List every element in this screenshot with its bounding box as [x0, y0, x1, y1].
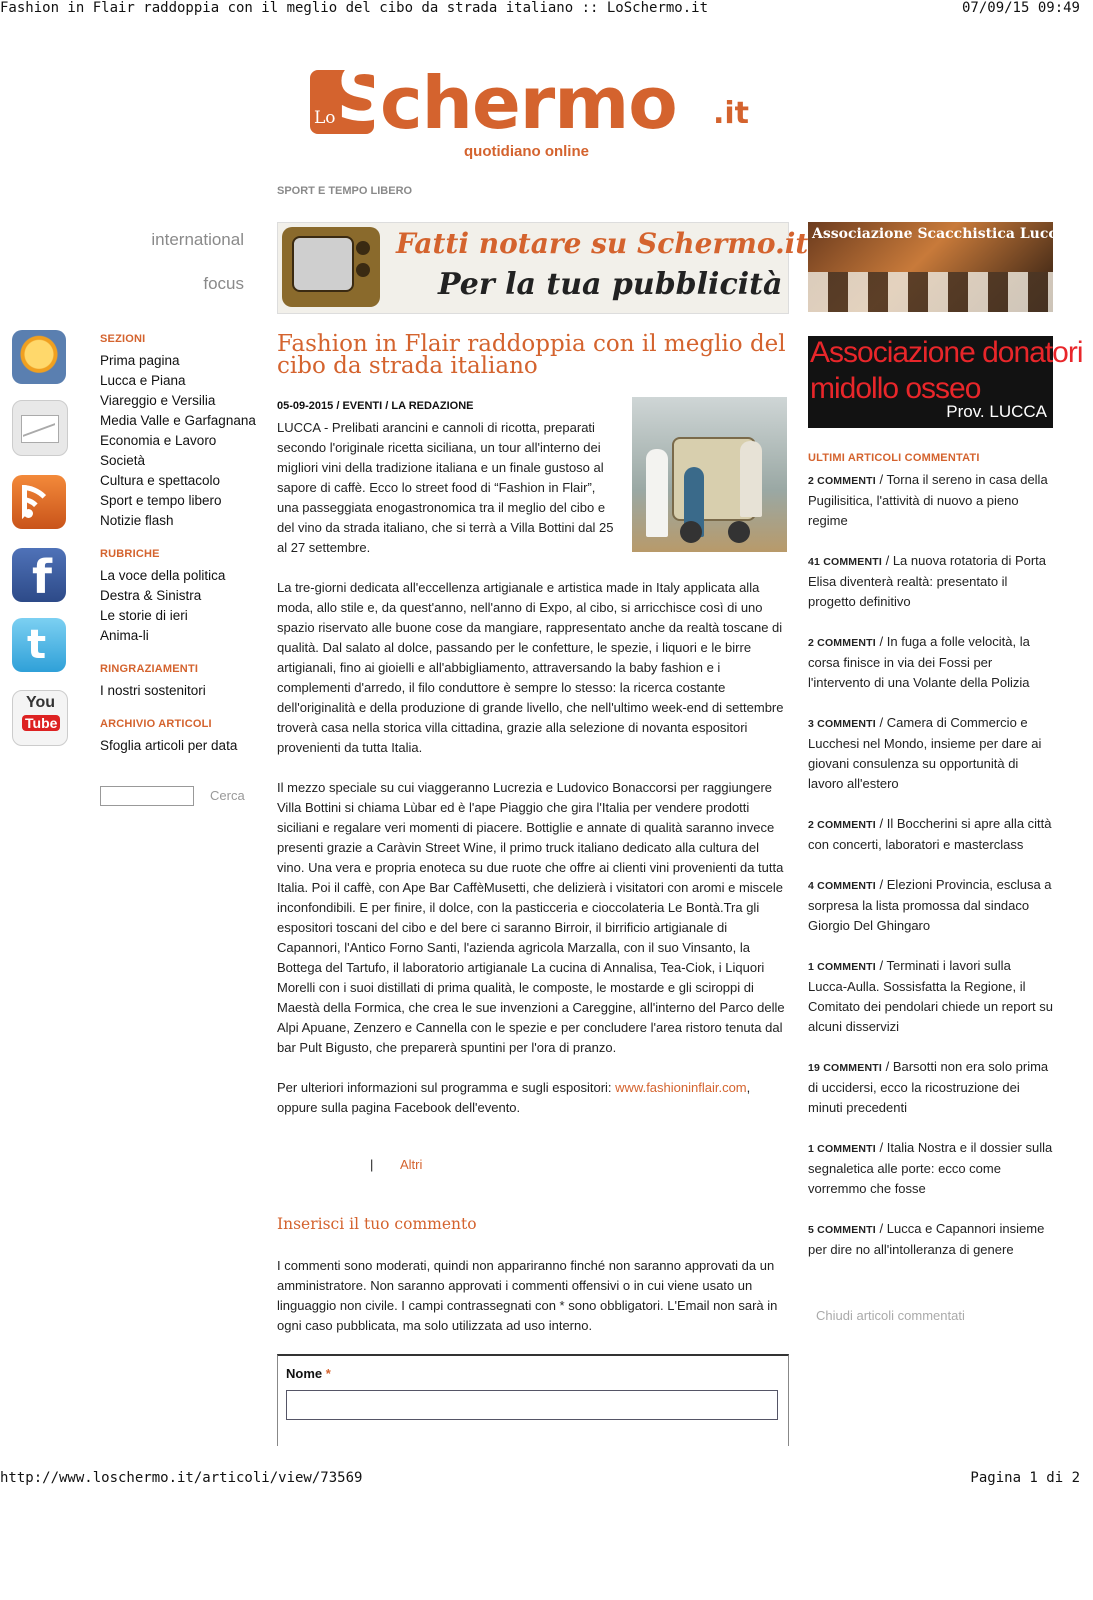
logo-tld: .it [713, 96, 750, 131]
print-footer-page: Pagina 1 di 2 [970, 1470, 1080, 1486]
sezioni-heading: SEZIONI [100, 333, 146, 345]
archivio-heading: ARCHIVIO ARTICOLI [100, 718, 212, 730]
sidebar-item-sostenitori[interactable]: I nostri sostenitori [100, 683, 206, 698]
article-body [277, 578, 789, 1118]
logo-text: chermo [380, 61, 677, 145]
fashioninflair-link[interactable]: www.fashioninflair.com [615, 1080, 747, 1095]
name-input[interactable] [286, 1390, 778, 1420]
sidebar-item-economia[interactable]: Economia e Lavoro [100, 433, 217, 448]
sidebar-item-viareggio[interactable]: Viareggio e Versilia [100, 393, 216, 408]
sidebar-item-anima-li[interactable]: Anima-li [100, 628, 149, 643]
sidebar-item-sfoglia-articoli[interactable]: Sfoglia articoli per data [100, 738, 238, 753]
article-date: 05-09-2015 [277, 400, 334, 412]
banner-line2: Per la tua pubblicità [438, 267, 783, 302]
altri-link[interactable]: Altri [400, 1157, 423, 1172]
commented-item[interactable]: 2 COMMENTI / In fuga a folle velocità, la corsa finisce in via dei Fossi per l'intervento di una Volante della Polizia [808, 634, 1030, 690]
commented-item[interactable]: 2 COMMENTI / Torna il sereno in casa della Pugilisitica, l'attività di nuovo a pieno regime [808, 472, 1048, 528]
facebook-icon[interactable]: f [12, 548, 66, 602]
commented-item[interactable]: 1 COMMENTI / Terminati i lavori sulla Lucca-Aulla. Sossisfatta la Regione, il Comitato dei pendolari chiede un report su alcuni disservizi [808, 958, 1053, 1034]
commented-item[interactable]: 5 COMMENTI / Lucca e Capannori insieme per dire no all'intolleranza di genere [808, 1221, 1045, 1257]
article-paragraph-3: Il mezzo speciale su cui viaggeranno Lucrezia e Ludovico Bonaccorsi per raggiungere Villa Bottini si chiama Lùbar ed è l'ape Piaggio che gira l'Italia per vendere prodotti siciliani e regalare veri momenti di piacere. Bottiglie e annate di qualità saranno invece presenti grazie a Caràvin Street Wine, il primo truck italiano dedicato alla cultura del vino. Una vera e propria enoteca su due ruote che offre ai clienti vini provenienti da tutta Italia. Poi il caffè, con Ape Bar CaffèMusetti, che delizierà i visitatori con aromi e miscele inconfondibili. E per finire, il dolce, con la pasticceria e cioccolateria Le Bontà.Tra gli espositori toscani del cibo e del bere ci saranno Birroir, il birrificio artigianale di Capannori, l'Antico Forno Santi, l'azienda agricola Marzalla, con il suo Vinsanto, la Bottega del Tartufo, il laboratorio artigianale La cucina di Annalisa, Tea-Ciok, i Liquori Morelli con i suoi distillati di prima qualità, le composte, le mostarde e gli sciroppi di Maestà della Formica, che crea le sue invenzioni a Careggine, all'interno del Parco delle Alpi Apuane, Zenzero e Cannella con le spezie e per concludere l'area ristoro tenuta dal bar Pult Bigusto, che preparerà spuntini per l'ora di pranzo. [277, 780, 785, 1055]
tv-icon [282, 227, 380, 307]
logo-lo: Lo [314, 108, 336, 128]
print-header-title: Fashion in Flair raddoppia con il meglio del cibo da strada italiano :: LoSchermo.it [0, 0, 709, 16]
commented-list [808, 470, 1053, 1280]
chessboard-image [808, 272, 1053, 312]
logo-tagline: quotidiano online [464, 143, 589, 160]
banner-line1: Fatti notare su Schermo.it [396, 227, 809, 260]
article-author: LA REDAZIONE [391, 400, 474, 412]
donors-line2: midollo osseo [810, 372, 981, 405]
bone-marrow-donors-banner[interactable] [808, 336, 1083, 428]
sidebar-item-societa[interactable]: Società [100, 453, 146, 468]
search-button[interactable]: Cerca [210, 788, 245, 803]
article-photo [632, 397, 787, 552]
article-meta: 05-09-2015 / EVENTI / LA REDAZIONE [277, 400, 474, 412]
comment-form [277, 1354, 789, 1446]
sidebar-menu [100, 333, 260, 756]
youtube-icon[interactable]: You Tube [12, 690, 68, 746]
donors-line1: Associazione donatori [810, 336, 1083, 369]
mail-icon[interactable] [12, 400, 68, 456]
print-footer-url: http://www.loschermo.it/articoli/view/73569 [0, 1470, 363, 1486]
chess-banner-text: Associazione Scacchistica Lucchese [812, 226, 1093, 242]
commented-item[interactable]: 3 COMMENTI / Camera di Commercio e Lucchesi nel Mondo, insieme per dare ai giovani consulenza su opportunità di lavoro all'estero [808, 715, 1042, 791]
sidebar-item-voce-politica[interactable]: La voce della politica [100, 568, 226, 583]
section-label: SPORT E TEMPO LIBERO [277, 185, 413, 197]
article-paragraph-2: La tre-giorni dedicata all'eccellenza artigianale e artistica made in Italy applicata alla moda, allo stile e, da quest'anno, nell'anno di Expo, al cibo, si arricchisce così di uno spazio riservato alle buone cose da mangiare, rappresentato anche da realtà toscane di qualità. Dal salato al dolce, passando per le confetture, le spezie, i liquori e le birre artigianali, fino ai gioielli e all'abbigliamento, attraversando la baby fashion e i complementi d'arredo, il filo conduttore è sempre lo stesso: la ricerca costante dell'originalità e della produzione di grande livello, che nell'ultimo week-end di settembre troverà casa nella storica villa cittadina, grazie alla selezione di novanta espositori provenienti da tutta Italia. [277, 580, 784, 755]
chess-association-banner[interactable] [808, 222, 1093, 312]
sun-app-icon[interactable] [12, 330, 66, 384]
sidebar-item-destra-sinistra[interactable]: Destra & Sinistra [100, 588, 202, 603]
rubriche-heading: RUBRICHE [100, 548, 160, 560]
twitter-icon[interactable]: t [12, 618, 66, 672]
comment-form-title: Inserisci il tuo commento [277, 1215, 477, 1233]
print-header-datetime: 07/09/15 09:49 [961, 0, 1080, 16]
sidebar-item-lucca-piana[interactable]: Lucca e Piana [100, 373, 186, 388]
sidebar-item-cultura[interactable]: Cultura e spettacolo [100, 473, 221, 488]
required-mark: * [325, 1366, 331, 1381]
man-figure [740, 441, 762, 517]
article-paragraph-1: LUCCA - Prelibati arancini e cannoli di ricotta, preparati secondo l'originale ricetta siciliana, un tour all'interno dei migliori vini della tradizione italiana e un finale gustoso al sapore di caffè. Ecco lo street food di “Fashion in Flair”, una passeggiata enogastronomica tra il meglio del cibo e del vino da strada italiano, che si terrà a Villa Bottini dal 25 al 27 settembre. [277, 420, 614, 555]
logo-s: S [336, 49, 391, 138]
logo-badge [310, 49, 391, 138]
commented-heading: ULTIMI ARTICOLI COMMENTATI [808, 452, 980, 464]
chef-figure [646, 449, 668, 537]
article-paragraph-4: Per ulteriori informazioni sul programma e sugli espositori: www.fashioninflair.com, oppure sulla pagina Facebook dell'evento. [277, 1080, 751, 1115]
sidebar-item-prima-pagina[interactable]: Prima pagina [100, 353, 180, 368]
commented-item[interactable]: 4 COMMENTI / Elezioni Provincia, esclusa a sorpresa la lista promossa dal sindaco Giorgio Del Ghingaro [808, 877, 1052, 933]
name-label: Nome * [286, 1366, 331, 1381]
article-lead [277, 418, 617, 558]
nav-focus[interactable]: focus [203, 274, 244, 293]
commented-item[interactable]: 1 COMMENTI / Italia Nostra e il dossier sulla segnaletica alle porte: ecco come vorremmo che fosse [808, 1140, 1053, 1196]
comment-notice [277, 1256, 789, 1336]
rss-icon[interactable] [12, 475, 66, 529]
close-commented-link[interactable]: Chiudi articoli commentati [816, 1308, 965, 1323]
nav-international[interactable]: international [151, 230, 244, 249]
search-input[interactable] [100, 786, 194, 806]
site-logo[interactable] [310, 49, 770, 174]
commented-item[interactable]: 41 COMMENTI / La nuova rotatoria di Porta Elisa diventerà realtà: presentato il progetto definitivo [808, 553, 1047, 609]
advertising-banner[interactable] [277, 222, 809, 314]
donors-line3: Prov. LUCCA [946, 402, 1047, 421]
sidebar-item-storie-ieri[interactable]: Le storie di ieri [100, 608, 188, 623]
ringraziamenti-heading: RINGRAZIAMENTI [100, 663, 199, 675]
sidebar-item-media-valle[interactable]: Media Valle e Garfagnana [100, 413, 256, 428]
sidebar-item-notizie-flash[interactable]: Notizie flash [100, 513, 174, 528]
article-category[interactable]: EVENTI [342, 400, 383, 412]
sidebar-item-sport[interactable]: Sport e tempo libero [100, 493, 222, 508]
commented-item[interactable]: 19 COMMENTI / Barsotti non era solo prima di uccidersi, ecco la ricostruzione dei minuti precedenti [808, 1059, 1049, 1115]
comment-notice-text: I commenti sono moderati, quindi non appariranno finché non saranno approvati da un amministratore. Non saranno approvati i commenti offensivi o in cui viene usato un linguaggio non civile. I campi contrassegnati con * sono obbligatori. L'Email non sarà in ogni caso pubblicata, ma solo utilizzata ad uso interno. [277, 1258, 778, 1333]
article-title: Fashion in Flair raddoppia con il meglio del cibo da strada italiano [277, 331, 786, 379]
commented-item[interactable]: 2 COMMENTI / Il Boccherini si apre alla città con concerti, laboratori e masterclass [808, 816, 1052, 852]
separator: | [370, 1157, 374, 1172]
